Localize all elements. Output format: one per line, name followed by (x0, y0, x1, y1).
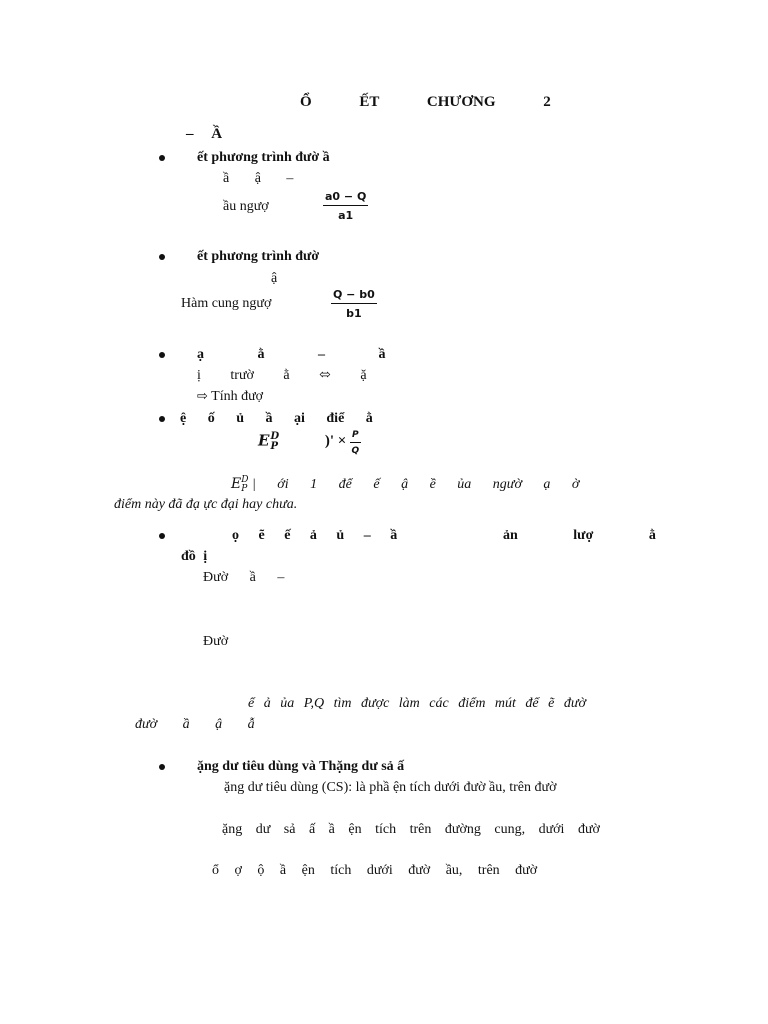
fraction-numerator: a0 − Q (325, 190, 367, 203)
section-heading: – Ầ (186, 126, 223, 142)
graph-heading-part1: ọ ẽ ế ả ủ – ầ (232, 528, 398, 543)
equilibrium-line1: ị trườ ằ ⬄ ặ (197, 368, 367, 383)
demand-inverse-fraction (323, 190, 368, 222)
bullet-surplus (159, 764, 165, 770)
fraction-numerator: P (352, 430, 359, 440)
equilibrium-line2: Tính đượ (211, 389, 264, 404)
bullet-graph (159, 533, 165, 539)
graph-line2: Đườ (203, 634, 229, 649)
elasticity-note-line2: điểm này đã đạ ực đại hay chưa. (114, 497, 298, 512)
elasticity-formula (258, 432, 346, 452)
supply-inverse-label: Hàm cung ngượ (181, 296, 272, 311)
elasticity-note-line1 (231, 476, 579, 494)
page-title: Ổ ẾT CHƯƠNG 2 (300, 94, 551, 110)
fraction-denominator: a1 (338, 209, 354, 222)
fraction-numerator: Q − b0 (333, 288, 375, 301)
demand-line1: ầ ậ – (223, 171, 294, 186)
supply-heading: ết phương trình đườ (197, 249, 320, 264)
bullet-elasticity (159, 416, 165, 422)
graph-line1: Đườ ầ – (203, 570, 285, 585)
elasticity-ratio-fraction (350, 430, 361, 456)
graph-heading-line2: đồ ị (181, 549, 208, 564)
surplus-heading: ặng dư tiêu dùng và Thặng dư sả ấ (197, 759, 405, 774)
elasticity-note-symbol: E (231, 476, 242, 493)
graph-note-line2: đườ ầ ậ ẫ (135, 717, 255, 732)
fraction-denominator: Q (351, 446, 360, 456)
equilibrium-heading: ạ ằ – ầ (197, 347, 386, 362)
demand-heading: ết phương trình đườ ầ (197, 150, 330, 165)
bullet-demand (159, 155, 165, 161)
fraction-denominator: b1 (346, 307, 362, 320)
supply-line1: ậ (271, 271, 278, 286)
elasticity-symbol: E (258, 431, 270, 450)
elasticity-note-text: | ới 1 để ế ậ ề ủa ngườ ạ ờ (251, 477, 580, 493)
graph-heading-part2: ản lượ ằ (503, 528, 656, 543)
supply-inverse-fraction (331, 288, 377, 320)
demand-inverse-label: ầu ngượ (223, 199, 269, 214)
elasticity-heading: ệ ố ủ ầ ại điể ằ (180, 411, 373, 426)
equilibrium-line2-row (197, 390, 263, 404)
elasticity-sub: P (270, 441, 278, 452)
surplus-line1: ặng dư tiêu dùng (CS): là phầ ện tích dưới đườ ầu, trên đườ (224, 780, 557, 795)
surplus-line2: ặng dư sả ấ ầ ện tích trên đường cung, dưới đườ (222, 822, 600, 837)
surplus-line3: ổ ợ ộ ầ ện tích dưới đườ ầu, trên đườ (212, 863, 538, 878)
elasticity-note-sup: D (241, 475, 249, 485)
elasticity-formula-mid: )' × (324, 433, 347, 450)
elasticity-note-sub: P (241, 484, 248, 494)
implies-arrow-icon: ⇨ (197, 389, 208, 404)
elasticity-sup: D (270, 431, 280, 442)
graph-note-line1: ể ả ủa P,Q tìm được làm các điểm mút để ẽ đườ (248, 696, 586, 711)
bullet-supply (159, 254, 165, 260)
bullet-equilibrium (159, 352, 165, 358)
